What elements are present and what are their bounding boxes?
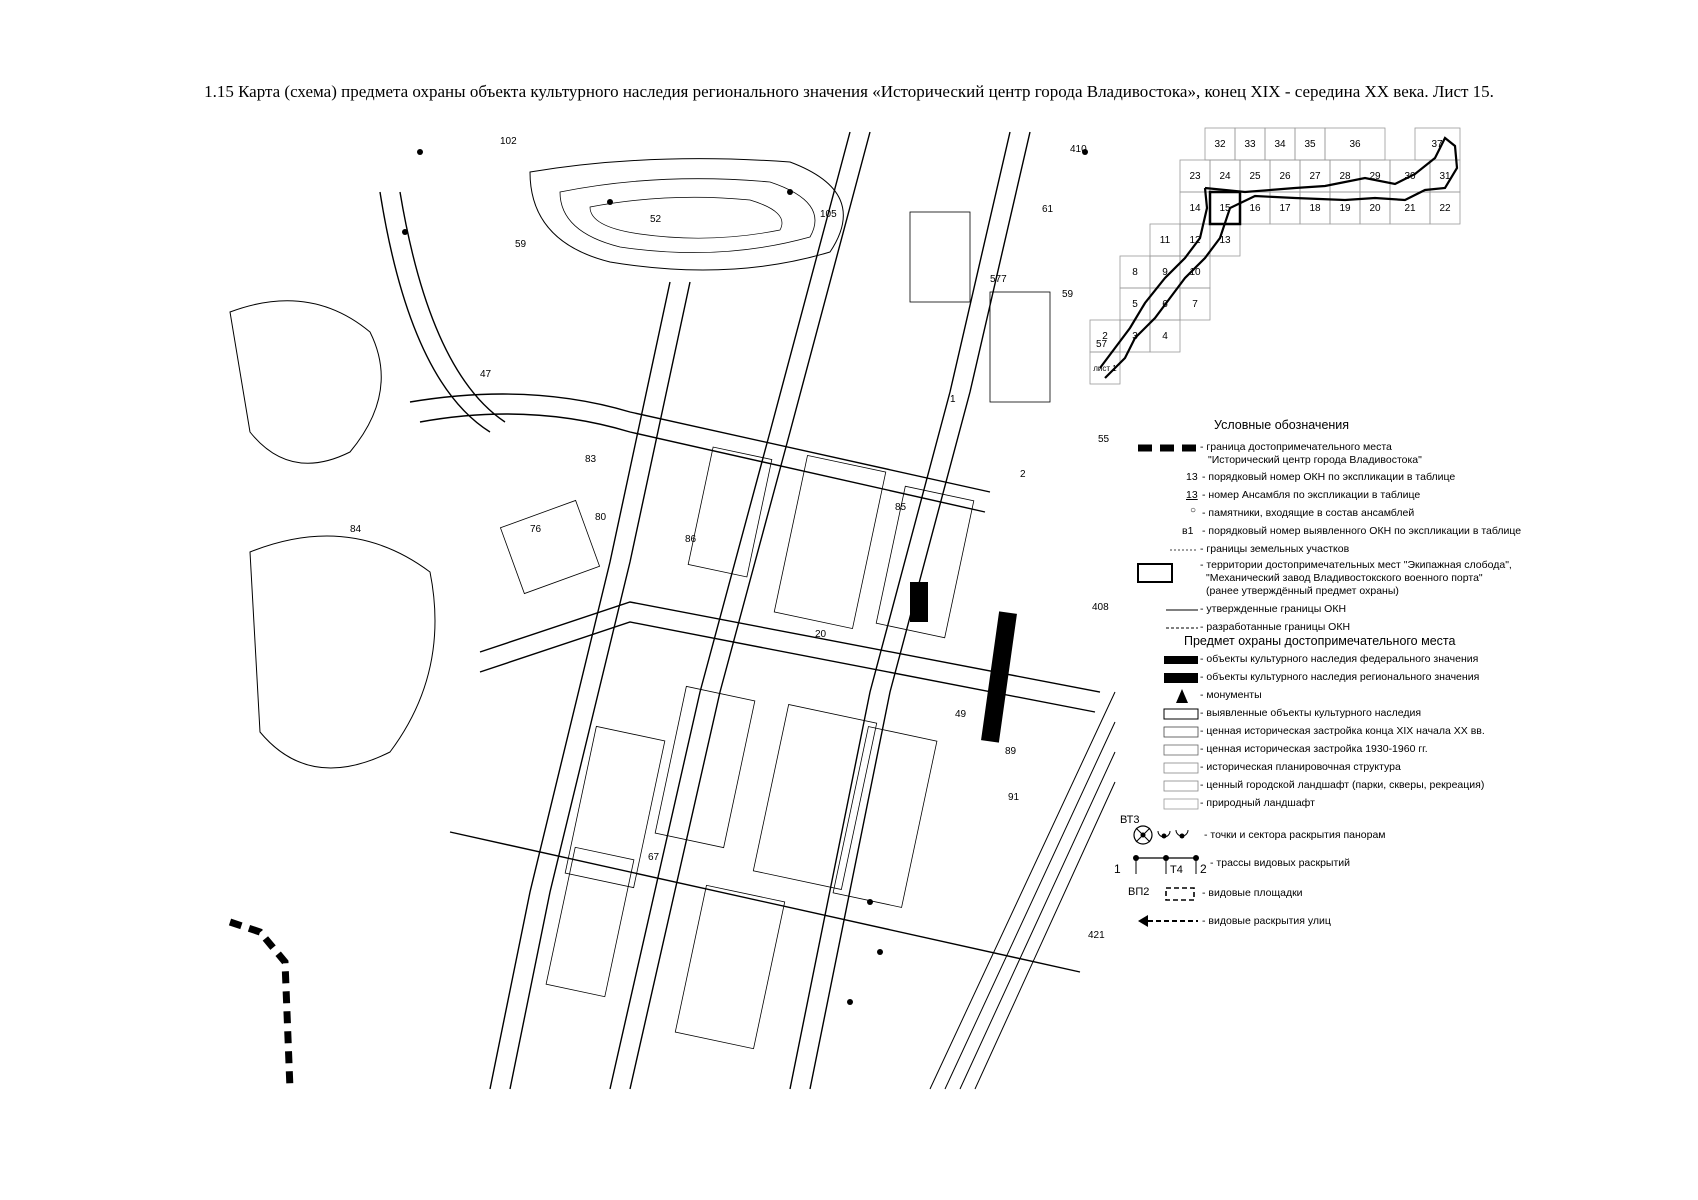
sheet-number: 36 [1349,139,1361,150]
legend-item-valuable-xix: - ценная историческая застройка конца XIX начала XX вв. [1136,724,1606,740]
federal-object-block [910,582,928,622]
regional-symbol [1136,670,1198,686]
map-label: 102 [500,136,517,147]
map-label: 408 [1092,602,1109,613]
legend-title: Условные обозначения [1214,418,1350,432]
sheet-number: 30 [1404,171,1416,182]
sheet-number: 2 [1102,331,1108,342]
legend-item-ensemble-number: 13 - номер Ансамбля по экспликации в таблице [1186,489,1421,501]
map-label: 49 [955,709,967,720]
small-circle-icon: ○ [1190,505,1197,516]
map-label: 67 [648,852,660,863]
map-label: 59 [1062,289,1074,300]
legend-item-territories: - территории достопримечательных мест "Экипажная слобода", "Механический завод Владивостокского военного порта" (ранее утверждённый предмет охраны) [1136,558,1606,574]
legend-item-view-traces: 1 Т4 2 - трассы видовых раскрытий [1136,852,1606,878]
boundary-symbol [1136,440,1198,456]
street-line [380,192,490,432]
map-label: 47 [480,369,492,380]
street-line [510,282,690,1089]
legend-item-panoramas: ВТ3 - точки и сектора раскрытия панорам [1136,814,1606,846]
map-label: 57 [1096,339,1108,350]
sheet-number: 10 [1189,267,1201,278]
sheet-number: 16 [1249,203,1261,214]
sheet-number: 32 [1214,139,1226,150]
sheet-number: 13 [1219,235,1231,246]
legend-item-urban-landscape: - ценный городской ландшафт (парки, скверы, рекреация) [1136,778,1606,794]
map-label: 80 [595,512,607,523]
sheet-number: 14 [1189,203,1201,214]
sheet-number: 24 [1219,171,1231,182]
legend-item-planning: - историческая планировочная структура [1136,760,1606,776]
sheet-number: 28 [1339,171,1351,182]
legend-item-monuments: - монументы [1136,688,1606,704]
sheet-number: 31 [1439,171,1451,182]
legend-item-okn-number: 13 - порядковый номер ОКН по экспликации в таблице [1186,471,1456,483]
street-line [410,394,990,492]
map-label: 105 [820,209,837,220]
street-line [790,132,1010,1089]
page-title: 1.15 Карта (схема) предмета охраны объекта культурного наследия регионального значения «Исторический центр города Владивостока», конец XIX - середина XX века. Лист 15. [204,82,1494,101]
legend-item-valuable-1930: - ценная историческая застройка 1930-1960 гг. [1136,742,1606,758]
sheet-number: 7 [1192,299,1198,310]
sheet-number: 22 [1439,203,1451,214]
legend-item-view-platforms: ВП2 - видовые площадки [1136,884,1606,904]
legend-item-boundary: - граница достопримечательного места "Исторический центр города Владивостока" [1136,440,1606,456]
sheet-number: 5 [1132,299,1138,310]
sheet-number: 33 [1244,139,1256,150]
map-label: 86 [685,534,697,545]
map-label: 1 [950,394,956,405]
map-label: 52 [650,214,662,225]
sheet-number: 4 [1162,331,1168,342]
map-label: 85 [895,502,907,513]
map-label: 2 [1020,469,1026,480]
legend-item-ensemble-monuments: ○ - памятники, входящие в состав ансамблей [1190,505,1415,519]
map-label: 89 [1005,746,1017,757]
map-label: 61 [1042,204,1054,215]
legend-item-land-plots: - границы земельных участков [1200,543,1350,555]
federal-symbol [1136,652,1198,668]
map-label: 59 [515,239,527,250]
sheet-number: 18 [1309,203,1321,214]
map-legend [1114,418,1606,958]
legend-item-regional: - объекты культурного наследия регионального значения [1136,670,1606,686]
sheet-number: 19 [1339,203,1351,214]
sheet-number: 25 [1249,171,1261,182]
sheet-number: 23 [1189,171,1201,182]
sheet-number: 37 [1431,139,1443,150]
legend-item-identified: - выявленные объекты культурного наследия [1136,706,1606,722]
legend-subheading: Предмет охраны достопримечательного места [1184,634,1456,648]
sheet-number: 9 [1162,267,1168,278]
street-line [610,132,850,1089]
map-label: 421 [1088,930,1105,941]
sheet-number: 35 [1304,139,1316,150]
street-line [490,282,670,1089]
regional-object-block [981,611,1017,742]
sheet-number: 11 [1159,235,1171,246]
view-platform-icon [1164,886,1200,902]
sheet-number: 3 [1132,331,1138,342]
street-map[interactable] [230,132,1115,1089]
legend-item-federal: - объекты культурного наследия федерального значения [1136,652,1606,668]
sheet-number: 6 [1162,299,1168,310]
street-line [630,132,870,1089]
legend-item-street-views: - видовые раскрытия улиц [1136,912,1606,930]
sheet-number: лист 1 [1093,364,1117,373]
legend-item-approved-borders: - утвержденные границы ОКН [1200,603,1347,615]
sheet-number: 20 [1369,203,1381,214]
sheet-number: 34 [1274,139,1286,150]
map-label: 410 [1070,144,1087,155]
map-label: 83 [585,454,597,465]
map-label: 55 [1098,434,1110,445]
sheet-number: 12 [1189,235,1201,246]
legend-item-developed-borders: - разработанные границы ОКН [1200,621,1351,633]
boundary-line [230,922,290,1089]
street-map-drawing [230,132,1115,1089]
view-trace-icon [1124,852,1204,878]
sheet-number: 29 [1369,171,1381,182]
map-label: 20 [815,629,827,640]
legend-item-natural-landscape: - природный ландшафт [1136,796,1606,812]
sheet-number: 27 [1309,171,1321,182]
map-label: 76 [530,524,542,535]
street-line [400,192,505,422]
panorama-icon [1132,824,1202,846]
sheet-number: 21 [1404,203,1416,214]
sheet-number: 15 [1219,203,1231,214]
arrow-left-icon [1136,914,1200,928]
map-label: 91 [1008,792,1020,803]
territory-symbol [1136,558,1198,588]
sheet-number: 8 [1132,267,1138,278]
legend-item-identified-number: в1 - порядковый номер выявленного ОКН по экспликации в таблице [1182,525,1522,537]
triangle-icon [1136,688,1198,704]
map-label: 577 [990,274,1007,285]
sheet-number: 26 [1279,171,1291,182]
street-line [450,832,1080,972]
map-label: 84 [350,524,362,535]
sheet-number: 17 [1279,203,1291,214]
